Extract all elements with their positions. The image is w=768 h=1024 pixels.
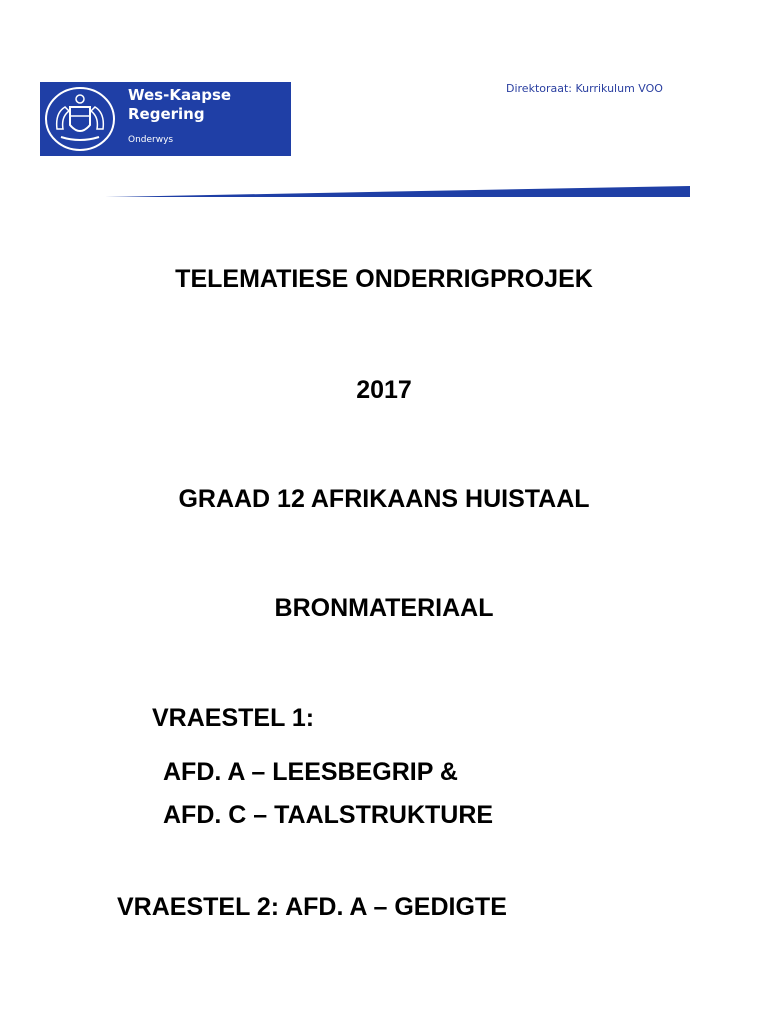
logo-wordmark bbox=[128, 86, 231, 124]
year: 2017 bbox=[356, 376, 412, 404]
project-title: TELEMATIESE ONDERRIGPROJEK bbox=[175, 265, 593, 293]
subject-heading: GRAAD 12 AFRIKAANS HUISTAAL bbox=[178, 485, 590, 513]
header-divider bbox=[105, 183, 690, 199]
logo-line-2: Regering bbox=[128, 105, 205, 123]
directorate-label: Direktoraat: Kurrikulum VOO bbox=[506, 82, 663, 95]
logo-subtitle: Onderwys bbox=[128, 135, 174, 145]
paper-2-heading: VRAESTEL 2: AFD. A – GEDIGTE bbox=[117, 893, 507, 921]
logo-line-1: Wes-Kaapse bbox=[128, 86, 232, 104]
material-heading: BRONMATERIAAL bbox=[274, 594, 494, 622]
paper-1-section-c: AFD. C – TAALSTRUKTURE bbox=[163, 801, 494, 829]
government-logo-banner bbox=[40, 82, 291, 156]
paper-1-section-a: AFD. A – LEESBEGRIP & bbox=[163, 758, 458, 786]
paper-1-heading: VRAESTEL 1: bbox=[152, 704, 315, 732]
coat-of-arms-icon bbox=[43, 85, 117, 153]
